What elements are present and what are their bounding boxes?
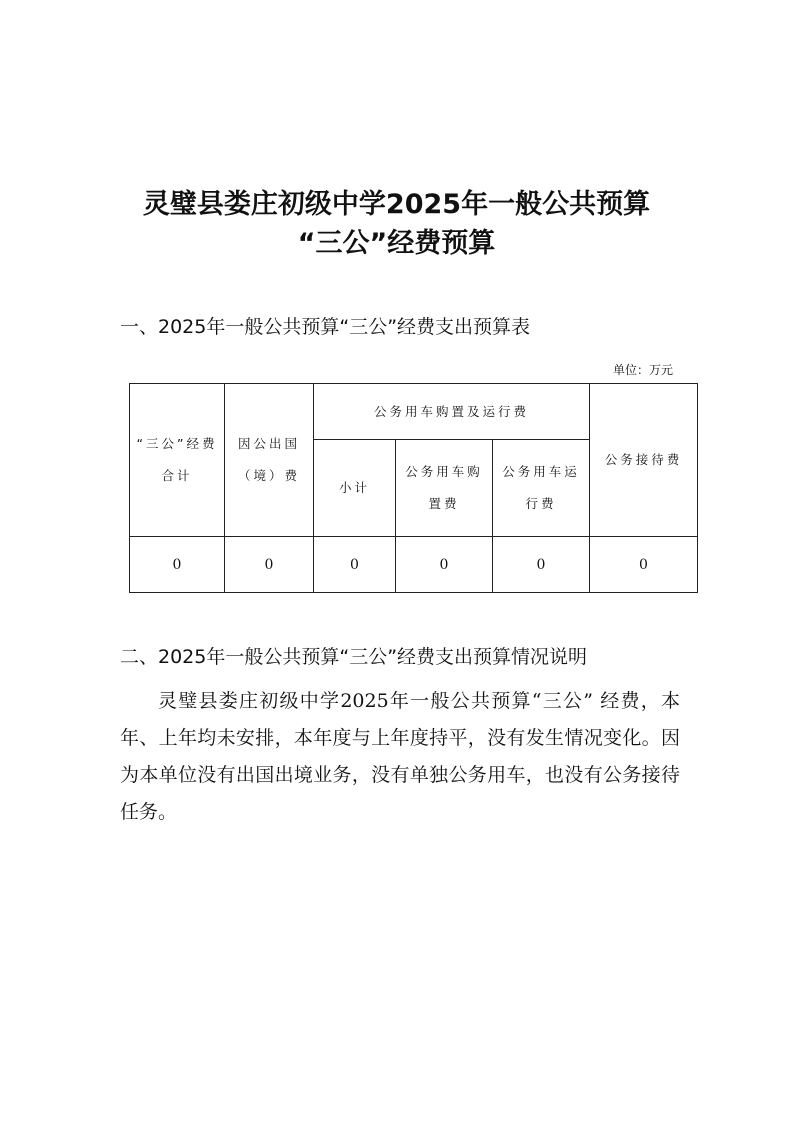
header-reception: 公务接待费 [590, 384, 698, 537]
header-operation: 公务用车运行费 [493, 440, 590, 537]
cell-reception: 0 [590, 537, 698, 593]
explanation-paragraph: 灵璧县娄庄初级中学2025年一般公共预算“三公” 经费，本年、上年均未安排，本年度与上年度持平，没有发生情况变化。因为本单位没有出国出境业务，没有单独公务用车，也没有公务接待任务。 [120, 690, 680, 823]
header-total: “三公”经费合计 [130, 384, 225, 537]
budget-table [129, 383, 698, 593]
header-abroad: 因公出国（境）费 [225, 384, 314, 537]
table-header-row-1 [130, 384, 698, 440]
cell-purchase: 0 [396, 537, 493, 593]
header-purchase: 公务用车购置费 [396, 440, 493, 537]
header-subtotal: 小计 [314, 440, 396, 537]
header-vehicle-group: 公务用车购置及运行费 [314, 384, 590, 440]
table-row [130, 537, 698, 593]
unit-label: 单位：万元 [612, 363, 673, 377]
cell-subtotal: 0 [314, 537, 396, 593]
document-title-line1: 灵璧县娄庄初级中学2025年一般公共预算 [142, 189, 651, 220]
section1-heading: 一、2025年一般公共预算“三公”经费支出预算表 [120, 316, 531, 338]
section2-heading: 二、2025年一般公共预算“三公”经费支出预算情况说明 [120, 646, 588, 668]
cell-abroad: 0 [225, 537, 314, 593]
cell-total: 0 [130, 537, 225, 593]
cell-operation: 0 [493, 537, 590, 593]
document-title-line2: “三公”经费预算 [297, 228, 496, 259]
